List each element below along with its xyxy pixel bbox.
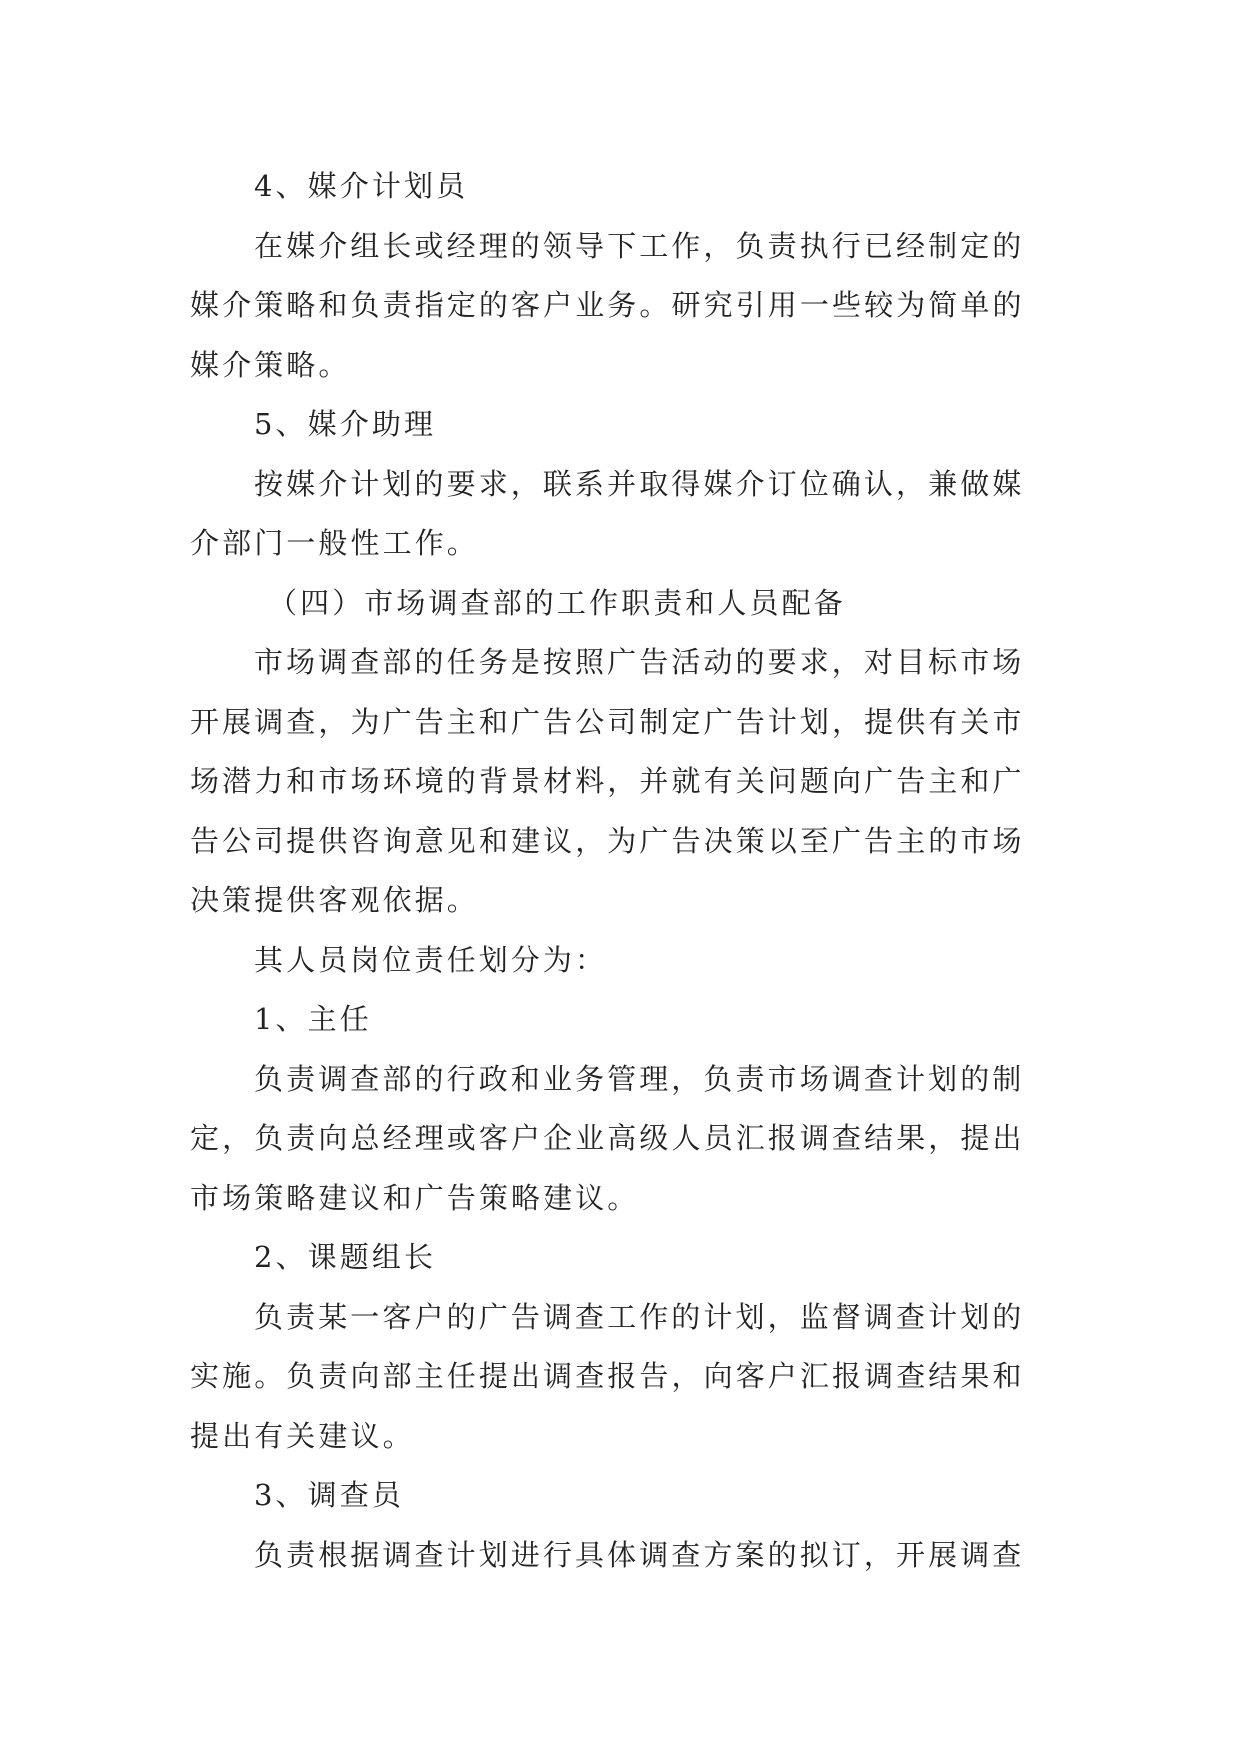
text-line: 提出有关建议。 xyxy=(190,1418,415,1453)
text-line: 告公司提供咨询意见和建议，为广告决策以至广告主的市场 xyxy=(190,823,1025,858)
text-line: 5、媒介助理 xyxy=(254,407,437,441)
text-line: 市场调查部的任务是按照广告活动的要求，对目标市场 xyxy=(254,645,1025,679)
text-line: （四）市场调查部的工作职责和人员配备 xyxy=(268,585,846,620)
text-line: 决策提供客观依据。 xyxy=(190,883,479,917)
text-line: 负责某一客户的广告调查工作的计划，监督调查计划的 xyxy=(254,1299,1025,1334)
text-line: 开展调查，为广告主和广告公司制定广告计划，提供有关市 xyxy=(190,704,1025,739)
text-line: 负责调查部的行政和业务管理，负责市场调查计划的制 xyxy=(254,1061,1025,1096)
text-line: 2、课题组长 xyxy=(254,1240,437,1274)
text-line: 定，负责向总经理或客户企业高级人员汇报调查结果，提出 xyxy=(190,1121,1025,1155)
text-line: 介部门一般性工作。 xyxy=(190,526,479,560)
text-line: 在媒介组长或经理的领导下工作，负责执行已经制定的 xyxy=(254,228,1025,263)
text-line: 按媒介计划的要求，联系并取得媒介订位确认，兼做媒 xyxy=(254,466,1025,501)
text-line: 媒介策略和负责指定的客户业务。研究引用一些较为简单的 xyxy=(190,288,1025,322)
text-line: 场潜力和市场环境的背景材料，并就有关问题向广告主和广 xyxy=(190,764,1025,798)
text-line: 负责根据调查计划进行具体调查方案的拟订，开展调查 xyxy=(254,1537,1025,1572)
text-line: 市场策略建议和广告策略建议。 xyxy=(190,1180,640,1215)
document-body xyxy=(190,157,1050,1585)
text-line: 4、媒介计划员 xyxy=(254,169,469,203)
text-line: 其人员岗位责任划分为： xyxy=(254,942,608,977)
text-line: 实施。负责向部主任提出调查报告，向客户汇报调查结果和 xyxy=(190,1359,1025,1393)
text-line: 媒介策略。 xyxy=(190,347,351,382)
text-line: 3、调查员 xyxy=(254,1478,404,1512)
text-line: 1、主任 xyxy=(254,1002,372,1036)
